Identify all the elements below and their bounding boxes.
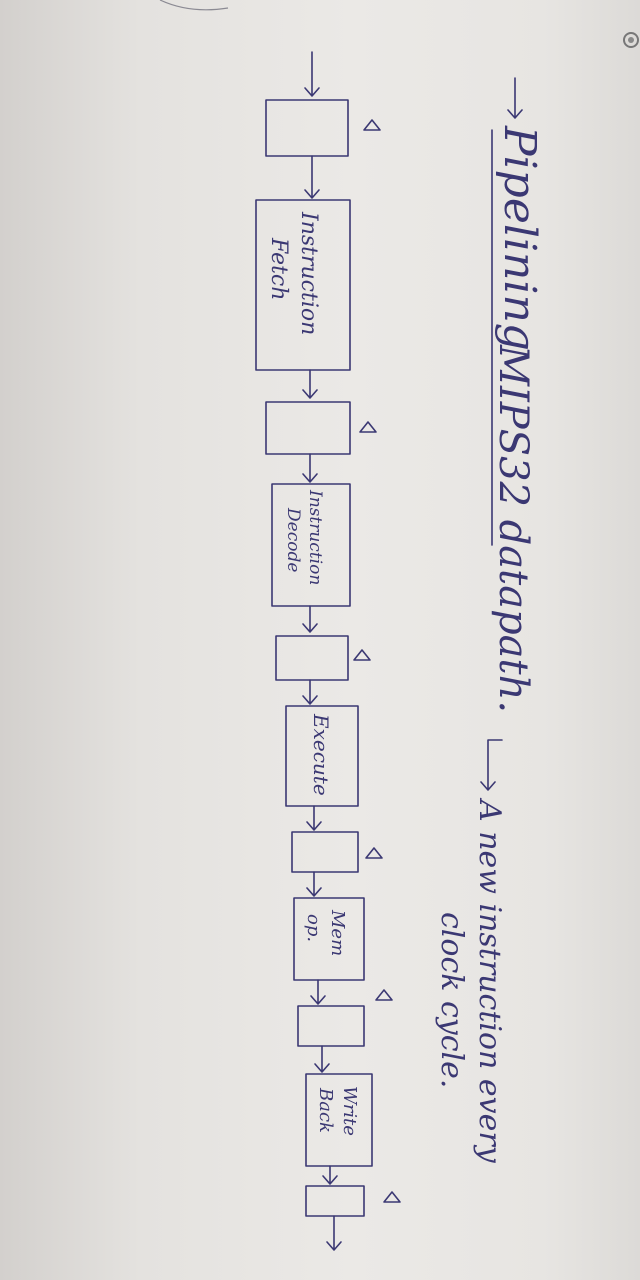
connector-arrow-icon [303, 370, 317, 398]
stage-label-line1: Instruction [296, 212, 321, 336]
stage-label-line1: Execute [309, 714, 333, 796]
corner-doodle [160, 0, 228, 10]
title-arrow-icon [508, 78, 522, 118]
pipeline-register-0 [266, 100, 348, 156]
clock-marker-icon [384, 1192, 400, 1202]
connector-arrow-icon [307, 872, 321, 896]
connector-arrow-icon [315, 1046, 329, 1072]
clock-marker-icon [354, 650, 370, 660]
stage-mem-op [294, 898, 364, 980]
connector-arrow-icon [303, 606, 317, 632]
stage-execute [286, 706, 358, 806]
stage-write-back [306, 1074, 372, 1166]
stage-label-line2: op. [303, 914, 324, 943]
output-arrow-icon [327, 1216, 341, 1250]
pipeline-register-2 [276, 636, 348, 680]
input-arrow-icon [305, 52, 319, 96]
diagram-subtitle: MIPS32 datapath. [490, 345, 536, 714]
pipeline-row [256, 52, 400, 1250]
connector-arrow-icon [323, 1166, 337, 1184]
note-arrow-icon [481, 740, 502, 790]
stage-label-line2: Back [315, 1088, 336, 1133]
stage-instruction-fetch [256, 200, 350, 370]
connector-arrow-icon [303, 680, 317, 704]
clock-marker-icon [366, 848, 382, 858]
pipeline-register-1 [266, 402, 350, 454]
stage-label-line2: Fetch [266, 238, 291, 301]
binder-ring-icon [624, 33, 638, 47]
connector-arrow-icon [311, 980, 325, 1004]
stage-label-line2: Decode [283, 508, 303, 573]
stage-label-line1: Write [339, 1086, 360, 1136]
stage-instruction-decode [272, 484, 350, 606]
stage-label-line1: Mem [327, 910, 348, 957]
clock-marker-icon [364, 120, 380, 130]
clock-marker-icon [360, 422, 376, 432]
note-line-1: A new instruction every [472, 800, 507, 1163]
note-line-2: clock cycle. [434, 912, 469, 1089]
connector-arrow-icon [307, 806, 321, 830]
clock-marker-icon [376, 990, 392, 1000]
pipeline-register-5 [306, 1186, 364, 1216]
connector-arrow-icon [305, 156, 319, 198]
pipeline-register-3 [292, 832, 358, 872]
diagram-title: Pipelining [494, 126, 545, 351]
stage-label-line1: Instruction [305, 490, 325, 586]
connector-arrow-icon [303, 454, 317, 482]
pipeline-register-4 [298, 1006, 364, 1046]
